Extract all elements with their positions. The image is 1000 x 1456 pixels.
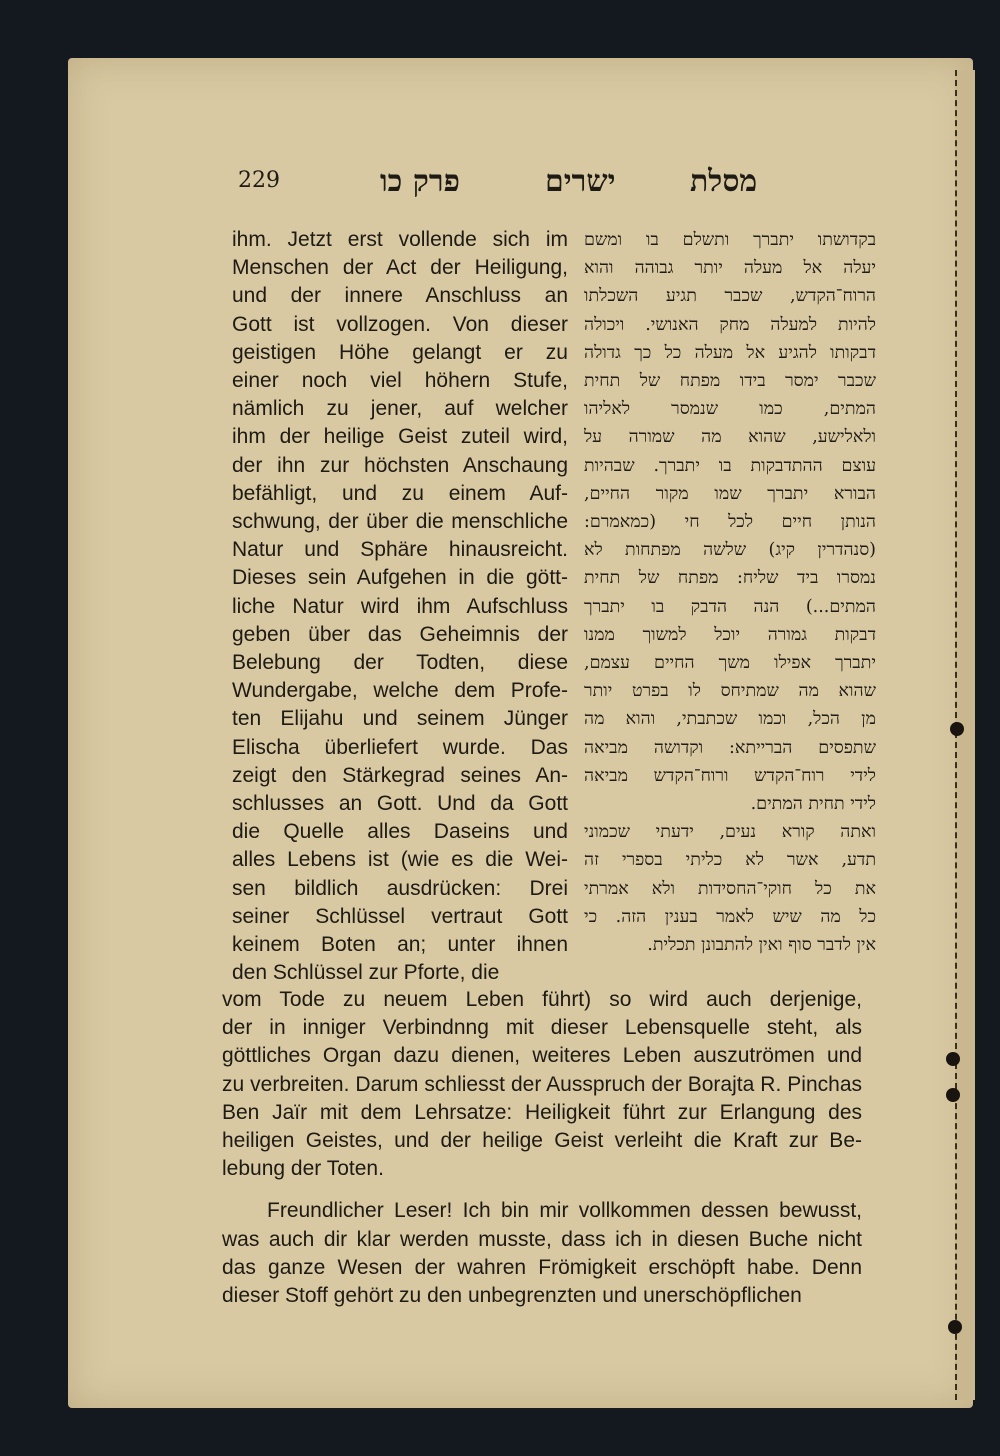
header-title-word: ישרים (545, 164, 616, 199)
text-line: את כל חוקי־החסידות ולא אמרתי (584, 878, 876, 899)
page-header (230, 164, 770, 208)
text-line: schlusses an Gott. Und da Gott (232, 792, 568, 816)
text-line: was auch dir klar werden musste, dass ich in diesen Buche nicht (222, 1227, 862, 1251)
text-line: und der innere Anschluss an (232, 284, 568, 308)
text-line: alles Lebens ist (wie es die Wei- (232, 848, 568, 872)
text-line: Elischa überliefert wurde. Das (232, 735, 568, 759)
text-line: der in inniger Verbindnng mit dieser Lebensquelle steht, als (222, 1016, 862, 1040)
text-line: המתים...) הנה הדבק בו יתברך (584, 596, 876, 617)
text-line: דבקותו להגיע אל מעלה כל כך גדולה (584, 342, 876, 363)
paragraph-gap (222, 1183, 862, 1197)
text-line: Freundlicher Leser! Ich bin mir vollkommen dessen bewusst, (267, 1199, 862, 1223)
hebrew-column (584, 226, 876, 959)
text-line: עוצם ההתדבקות בו יתברך. שבהיות (584, 455, 876, 476)
text-line: geistigen Höhe gelangt er zu (232, 340, 568, 364)
text-line: המתים, כמו שנמסר לאליהו (584, 399, 876, 420)
text-line: ten Elijahu und seinem Jünger (232, 707, 568, 731)
text-line: Belebung der Todten, diese (232, 651, 568, 675)
text-line: להיות למעלה מחק האנושי. ויכולה (584, 314, 876, 335)
text-line: seiner Schlüssel vertraut Gott (232, 904, 568, 928)
text-line: דבקות גמורה יוכל למשוך ממנו (584, 624, 876, 645)
text-line: נמסרו ביד שליח: מפתח של תחית (584, 568, 876, 589)
text-line: הרוח־הקדש, שכבר תגיע השכלתו (584, 286, 876, 307)
text-line: ihm. Jetzt erst vollende sich im (232, 228, 568, 251)
text-line: sen bildlich ausdrücken: Drei (232, 876, 568, 900)
text-line: שהוא מה שמתיחס לו בפרט יותר (584, 681, 876, 702)
text-line: יתברך אפילו משך החיים עצמם, (584, 653, 876, 674)
text-line: Wundergabe, welche dem Profe- (232, 679, 568, 703)
text-line: liche Natur wird ihm Aufschluss (232, 594, 568, 618)
text-line: לידי רוח־הקדש ורוח־הקדש מביאה (584, 765, 876, 786)
text-line: יעלה אל מעלה יותר גבוהה והוא (584, 258, 876, 279)
text-line: lebung der Toten. (222, 1157, 384, 1181)
text-line: Dieses sein Aufgehen in die gött- (232, 566, 568, 590)
binding-stitch (948, 1320, 962, 1334)
text-line: כל מה שיש לאמר בענין הזה. כי (584, 906, 876, 927)
binding-stitch (946, 1088, 960, 1102)
text-line: הנותן חיים לכל חי (כמאמרם: (584, 512, 876, 533)
text-line: Menschen der Act der Heiligung, (232, 256, 568, 280)
binding-stitch (950, 722, 964, 736)
text-line: dieser Stoff gehört zu den unbegrenzten und unerschöpflichen (222, 1284, 802, 1308)
text-line: בקדושתו יתברך ותשלם בו ומשם (584, 230, 876, 250)
text-line: keinem Boten an; unter ihnen (232, 933, 568, 957)
text-line: der ihn zur höchsten Anschaung (232, 453, 568, 477)
text-line: תדע, אשר לא כליתי בספרי זה (584, 850, 876, 871)
text-line: zu verbreiten. Darum schliesst der Ausspruch der Borajta R. Pinchas (222, 1072, 862, 1096)
text-line: vom Tode zu neuem Leben führt) so wird auch derjenige, (222, 988, 862, 1011)
binding-stitch (946, 1052, 960, 1066)
german-column (232, 226, 568, 987)
text-line: schwung, der über die menschliche (232, 510, 568, 534)
text-line: (סנהדרין קיג) שלשה מפתחות לא (584, 540, 876, 561)
full-width-text (222, 986, 862, 1310)
text-line: לידי תחית המתים. (750, 794, 876, 815)
text-line: zeigt den Stärkegrad seines An- (232, 763, 568, 787)
text-line: ולאלישע, שהוא מה שמורה על (584, 427, 876, 448)
header-chapter: פרק כו (380, 164, 460, 199)
text-line: ואתה קורא נעים, ידעתי שכמוני (584, 822, 876, 843)
text-line: אין לדבר סוף ואין להתבונן תכלית. (647, 935, 876, 956)
text-line: מן הכל, וכמו שכתבתי, והוא מה (584, 709, 876, 730)
text-line: den Schlüssel zur Pforte, die (232, 961, 500, 985)
text-line: einer noch viel höhern Stufe, (232, 369, 568, 393)
text-line: שכבר ימסר בידו מפתח של תחית (584, 371, 876, 392)
header-title-word: מסלת (690, 164, 758, 199)
text-line: die Quelle alles Daseins und (232, 820, 568, 844)
text-line: göttliches Organ dazu dienen, weiteres Leben auszutrömen und (222, 1044, 862, 1068)
text-line: Natur und Sphäre hinausreicht. (232, 538, 568, 562)
text-line: Ben Jaïr mit dem Lehrsatze: Heiligkeit führt zur Erlangung des (222, 1100, 862, 1124)
text-line: שתפסים הברייתא: וקדושה מביאה (584, 737, 876, 758)
text-line: heiligen Geistes, und der heilige Geist verleiht die Kraft zur Be- (222, 1129, 862, 1153)
text-line: das ganze Wesen der wahren Frömigkeit erschöpft habe. Denn (222, 1255, 862, 1279)
text-line: Gott ist vollzogen. Von dieser (232, 312, 568, 336)
page-number: 229 (238, 168, 280, 193)
text-line: befähligt, und zu einem Auf- (232, 481, 568, 505)
text-line: הבורא יתברך שמו מקור החיים, (584, 483, 876, 504)
text-line: ihm der heilige Geist zuteil wird, (232, 425, 568, 449)
text-line: nämlich zu jener, auf welcher (232, 397, 568, 421)
text-line: geben über das Geheimnis der (232, 622, 568, 646)
